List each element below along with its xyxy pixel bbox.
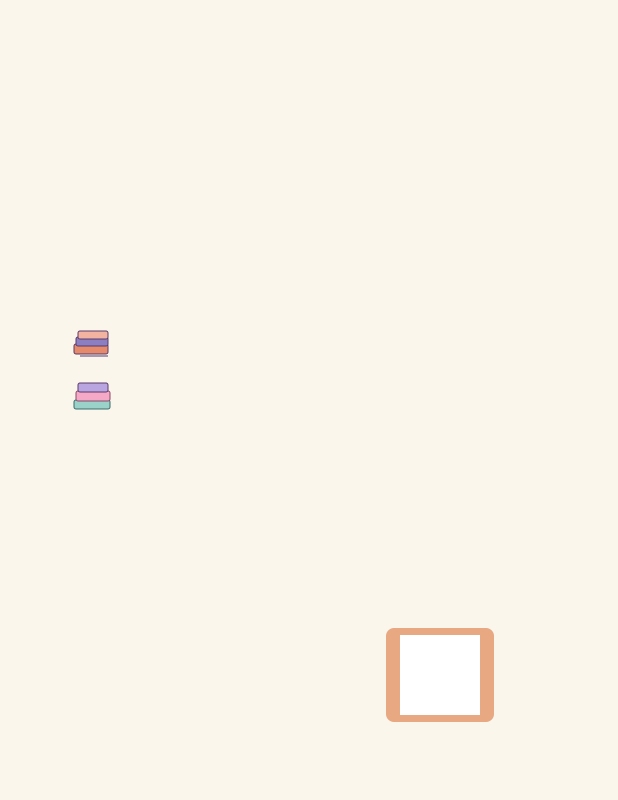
call-to-action — [290, 586, 590, 589]
schedule-column — [70, 328, 235, 426]
ssc-heading — [70, 328, 235, 362]
invitation-column — [232, 343, 577, 359]
top-pencil-border — [0, 0, 618, 90]
pencils-decoration-top — [0, 0, 618, 90]
bottom-pencil-border — [0, 690, 618, 800]
headline — [0, 86, 618, 92]
notebook-icon — [70, 328, 116, 362]
pencils-decoration-bottom — [0, 690, 618, 800]
elac-heading — [70, 380, 235, 414]
books-icon — [70, 380, 116, 414]
